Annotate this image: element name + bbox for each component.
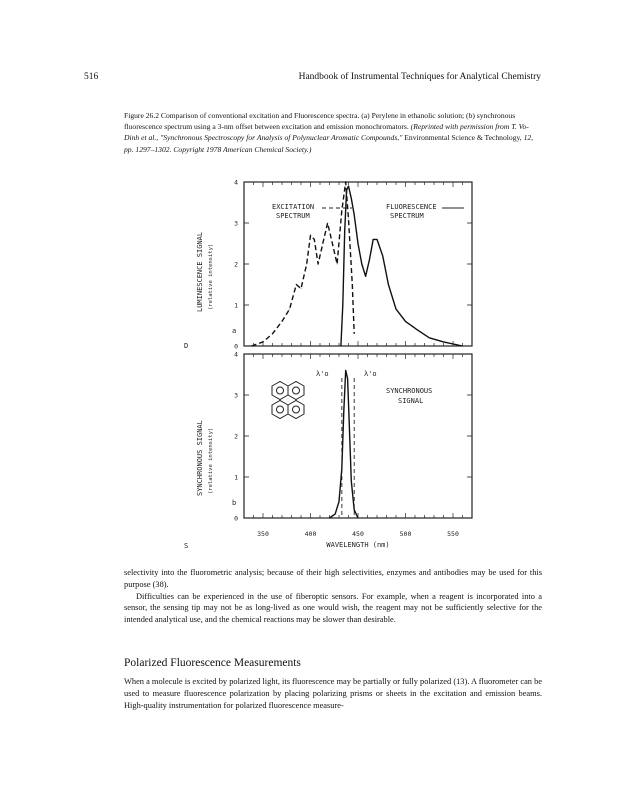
caption-journal: Environmental Science & Technology, (404, 133, 522, 143)
data-point (289, 309, 290, 310)
data-point (346, 190, 347, 191)
data-point (361, 264, 362, 265)
data-point (327, 223, 328, 224)
body-paragraph-1: selectivity into the fluorometric analysis; because of their high selectivities, enzymes and antibodies may be used for this purpose (38). (124, 568, 542, 589)
panel-a-letter: a (232, 327, 237, 335)
data-point (310, 235, 311, 236)
spectra-figure (180, 178, 490, 550)
x-tick-label: 350 (257, 530, 269, 538)
y-tick-label: 0 (234, 514, 238, 523)
x-tick-label: 400 (304, 530, 317, 538)
bottom-axis-sublabel: (relative intensity) (208, 427, 214, 494)
data-point (405, 321, 406, 322)
page-header (84, 72, 541, 86)
data-point (443, 342, 444, 343)
data-point (351, 481, 352, 482)
data-point (272, 333, 273, 334)
fluorescence-label-line-1: FLUORESCENCE (386, 203, 437, 211)
panel-b-corner-letter: S (184, 542, 189, 550)
data-point (322, 243, 323, 244)
data-point (339, 501, 340, 502)
data-point (341, 346, 342, 347)
bottom-axis-label: SYNCHRONOUS SIGNAL (196, 420, 204, 496)
lambda-label-2: λ'o (364, 370, 377, 378)
y-tick-label: 1 (234, 473, 238, 482)
data-point (373, 239, 374, 240)
data-point (263, 342, 264, 343)
top-axis-sublabel: (relative intensity) (208, 243, 214, 310)
body-text-block (124, 567, 542, 626)
page-number: 516 (84, 72, 99, 82)
caption-lead: Figure 26.2 Comparison of conventional excitation and Fluorescence spectra. (a) Perylene in ethanolic solution; (b) synchronous fluorescence spectrum using a 3-nm offset between excitation and emission monochromators. (124, 111, 516, 132)
y-tick-label: 3 (234, 391, 238, 400)
body-paragraph-2: Difficulties can be experienced in the use of fiberoptic sensors. For example, when a reagent is incorporated into a sensor, the sensing tip may not be as long-lived as one would wish, the reagent may not be sufficiently selective for the intended analytical use, and the chemical reactions may be slower than desirable. (124, 591, 542, 625)
excitation-label-line-2: SPECTRUM (276, 212, 310, 220)
y-tick-label: 1 (234, 301, 238, 310)
data-point (344, 231, 345, 232)
running-title: Handbook of Instrumental Techniques for Analytical Chemistry (298, 72, 541, 82)
perylene-structure (272, 382, 304, 419)
section-body (124, 676, 542, 711)
data-point (345, 182, 346, 183)
x-tick-label: 550 (447, 530, 459, 538)
axis-ticks (234, 179, 472, 539)
caption-citation-part-2: 12, pp. 1297–1302. Copyright 1978 American Chemical Society.) (124, 133, 534, 154)
data-point (342, 305, 343, 306)
data-point (354, 333, 355, 334)
data-point (282, 321, 283, 322)
y-tick-label: 4 (234, 178, 238, 187)
data-point (301, 288, 302, 289)
y-tick-label: 4 (234, 350, 238, 359)
data-point (382, 255, 383, 256)
data-point (417, 329, 418, 330)
data-point (358, 518, 359, 519)
section-heading: Polarized Fluorescence Measurements (124, 657, 301, 669)
y-tick-label: 0 (234, 342, 238, 351)
data-point (352, 284, 353, 285)
data-point (369, 260, 370, 261)
y-tick-label: 2 (234, 260, 238, 269)
panel-a-corner-letter: D (184, 342, 189, 350)
data-point (462, 346, 463, 347)
data-point (365, 276, 366, 277)
data-point (348, 219, 349, 220)
panel-b-frame (244, 354, 472, 518)
figure-26-2 (180, 178, 490, 550)
x-axis-label: WAVELENGTH (nm) (326, 541, 390, 549)
section-paragraph-1: When a molecule is excited by polarized light, its fluorescence may be partially or fully polarized (13). A fluorometer can be used to measure fluorescence polarization by placing polarizing prisms or sheets in the excitation and emission beams. High-quality instrumentation for polarized fluorescence measure- (124, 677, 542, 710)
data-point (354, 214, 355, 215)
data-point (345, 370, 346, 371)
data-point (347, 378, 348, 379)
data-point (341, 210, 342, 211)
y-tick-label: 2 (234, 432, 238, 441)
fluorescence-label-line-2: SPECTRUM (390, 212, 424, 220)
panel-b-letter: b (232, 499, 237, 507)
data-point (337, 264, 338, 265)
series-synchronous-signal (330, 370, 359, 518)
synchronous-label-line-2: SIGNAL (398, 397, 424, 405)
data-point (306, 264, 307, 265)
data-point (351, 198, 352, 199)
data-point (251, 346, 252, 347)
figure-caption (124, 110, 542, 155)
data-point (332, 243, 333, 244)
lambda-label-1: λ'o (316, 370, 329, 378)
data-point (377, 239, 378, 240)
data-point (329, 518, 330, 519)
data-point (354, 509, 355, 510)
chart-marks (251, 182, 463, 519)
x-tick-label: 450 (352, 530, 364, 538)
data-point (296, 284, 297, 285)
data-point (358, 243, 359, 244)
data-point (318, 264, 319, 265)
data-point (396, 309, 397, 310)
caption-citation-part-1: (Reprinted with permission from T. Vo-Dinh et al., "Synchronous Spectroscopy for Analysis of Polynuclear Aromatic Compounds," (124, 122, 529, 143)
data-point (388, 284, 389, 285)
data-point (348, 186, 349, 187)
data-point (343, 411, 344, 412)
data-point (429, 337, 430, 338)
y-tick-label: 3 (234, 219, 238, 228)
synchronous-label-line-1: SYNCHRONOUS (386, 387, 433, 395)
data-point (349, 427, 350, 428)
top-axis-label: LUMINESCENCE SIGNAL (196, 231, 204, 312)
data-point (335, 514, 336, 515)
x-tick-label: 500 (399, 530, 412, 538)
excitation-label-line-1: EXCITATION (272, 203, 315, 211)
data-point (314, 239, 315, 240)
